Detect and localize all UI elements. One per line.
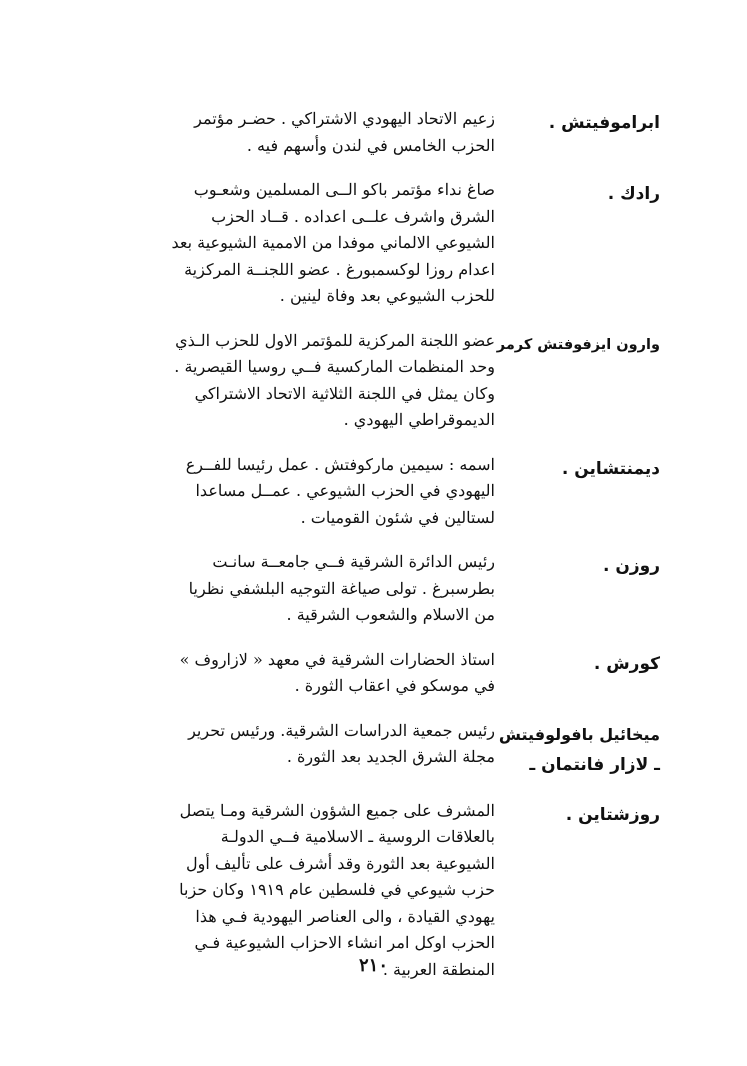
- description-line: الديموقراطي اليهودي .: [343, 410, 495, 429]
- entry-name: [495, 452, 660, 484]
- description-line: يهودي القيادة ، والى العناصر اليهودية فـي هذا: [195, 906, 495, 926]
- entry-name-line: ميخائيل بافولوفيتش: [498, 724, 660, 744]
- description-line: الحزب اوكل امر انشاء الاحزاب الشيوعية فـي: [194, 933, 495, 952]
- entry-name: [495, 177, 660, 209]
- glossary-entry: [105, 718, 660, 780]
- description-line: رئيس الدائرة الشرقية فــي جامعــة سانـت: [212, 552, 495, 571]
- description-line: المشرف على جميع الشؤون الشرقية ومـا يتصل: [179, 800, 495, 820]
- description-line: وكان يمثل في اللجنة الثلاثية الاتحاد الاشتراكي: [194, 383, 495, 403]
- entry-description: [105, 177, 495, 310]
- description-line: صاغ نداء مؤتمر باكو الــى المسلمين وشعـوب: [193, 180, 495, 199]
- glossary-entry: [105, 106, 660, 159]
- entry-name-line: روزشتاين .: [565, 804, 660, 825]
- glossary-entries: [105, 106, 660, 1001]
- description-line: الحزب الخامس في لندن وأسهم فيه .: [246, 135, 495, 155]
- description-line: المنطقة العربية .: [382, 959, 495, 979]
- glossary-entry: [105, 452, 660, 532]
- entry-name: [495, 328, 660, 360]
- description-line: مجلة الشرق الجديد بعد الثورة .: [286, 747, 495, 766]
- entry-description: [105, 106, 495, 159]
- description-line: حزب شيوعي في فلسطين عام ١٩١٩ وكان حزبا: [179, 880, 495, 899]
- description-line: الشيوعي الالماني موفدا من الاممية الشيوعية بعد: [171, 233, 495, 252]
- description-line: عضو اللجنة المركزية للمؤتمر الاول للحزب الـذي: [175, 330, 495, 350]
- entry-name-line: ديمنتشاين .: [561, 458, 660, 479]
- entry-description: [105, 549, 495, 629]
- description-line: اعدام روزا لوكسمبورغ . عضو اللجنــة المركزية: [184, 259, 495, 279]
- entry-name: [495, 106, 660, 138]
- entry-description: [105, 718, 495, 771]
- glossary-entry: [105, 647, 660, 700]
- glossary-entry: [105, 328, 660, 434]
- description-line: بطرسبرغ . تولى صياغة التوجيه البلشفي نظريا: [188, 578, 495, 598]
- entry-name: [495, 718, 660, 780]
- description-line: لستالين في شئون القوميات .: [300, 507, 495, 527]
- entry-description: [105, 452, 495, 532]
- description-line: اسمه : سيمين ماركوفتش . عمل رئيسا للفــرع: [185, 454, 495, 474]
- glossary-entry: [105, 549, 660, 629]
- description-line: زعيم الاتحاد اليهودي الاشتراكي . حضـر مؤتمر: [194, 109, 495, 128]
- entry-name: [495, 549, 660, 581]
- description-line: اليهودي في الحزب الشيوعي . عمــل مساعدا: [195, 481, 495, 500]
- description-line: بالعلاقات الروسية ـ الاسلامية فــي الدولـة: [220, 827, 495, 846]
- entry-name-line: روزن .: [602, 556, 660, 576]
- entry-name-line: وارون ايزفوفتش كرمر: [496, 336, 660, 353]
- description-line: للحزب الشيوعي بعد وفاة لينين .: [279, 286, 495, 305]
- description-line: وحد المنظمات الماركسية فــي روسيا القيصرية .: [174, 357, 495, 376]
- entry-description: [105, 328, 495, 434]
- description-line: رئيس جمعية الدراسات الشرقية. ورئيس تحرير: [188, 720, 495, 740]
- entry-name-line: كورش .: [593, 653, 660, 674]
- glossary-entry: [105, 177, 660, 310]
- entry-description: [105, 647, 495, 700]
- entry-name-line: ـ لازار فانتمان ـ: [529, 754, 660, 775]
- entry-name: [495, 647, 660, 679]
- description-line: في موسكو في اعقاب الثورة .: [294, 676, 495, 695]
- page-number: ٢١٠: [358, 955, 388, 976]
- description-line: من الاسلام والشعوب الشرقية .: [286, 605, 495, 624]
- description-line: الشيوعية بعد الثورة وقد أشرف على تأليف أول: [186, 853, 495, 873]
- description-line: الشرق واشرف علــى اعداده . قــاد الحزب: [211, 206, 495, 226]
- entry-name: [495, 798, 660, 830]
- entry-name-line: رادك .: [607, 184, 660, 204]
- entry-name-line: ابراموفيتش .: [548, 113, 660, 133]
- description-line: استاذ الحضارات الشرقية في معهد « لازاروف »: [179, 649, 495, 669]
